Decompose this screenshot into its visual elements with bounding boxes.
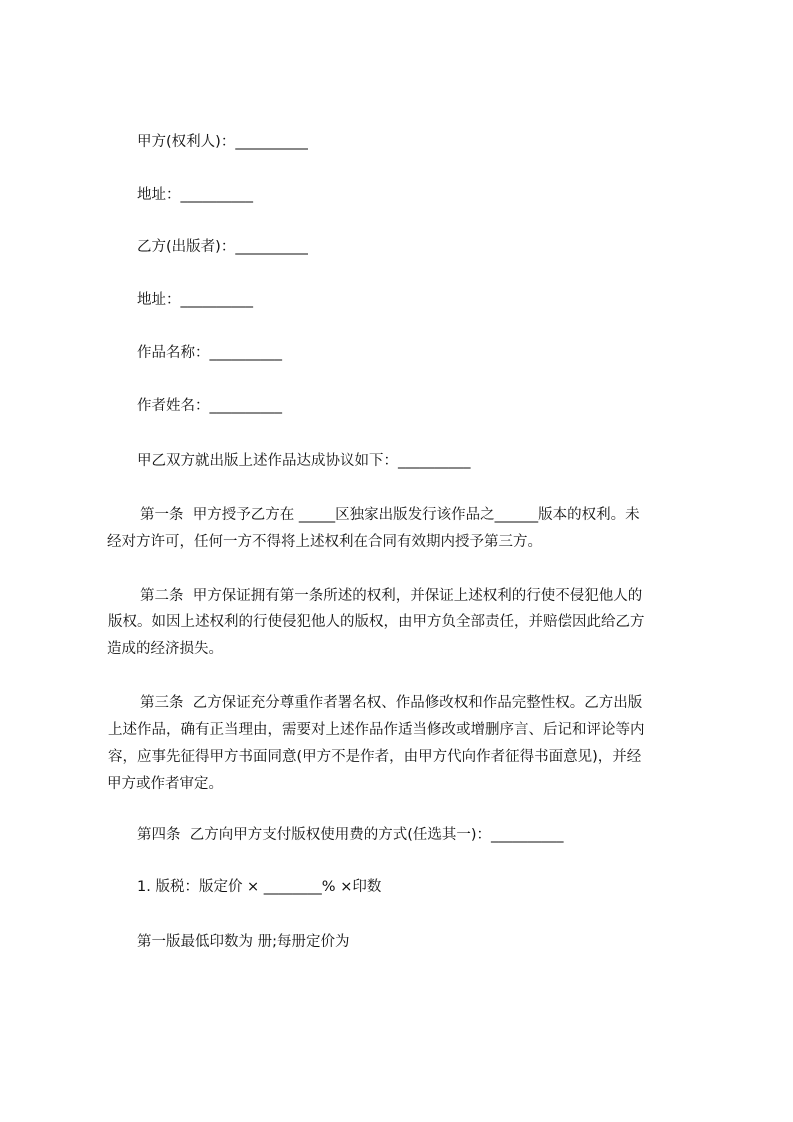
article-2-line: 第二条 甲方保证拥有第一条所述的权利，并保证上述权利的行使不侵犯他人的 — [140, 588, 643, 604]
work-title-field: 作品名称：__________ — [137, 345, 282, 361]
article-1-line: 经对方许可，任何一方不得将上述权利在合同有效期内授予第三方。 — [107, 534, 542, 550]
article-4: 第四条 乙方向甲方支付版权使用费的方式(任选其一)：__________ — [137, 827, 564, 843]
article-3-line: 上述作品，确有正当理由，需要对上述作品作适当修改或增删序言、后记和评论等内 — [108, 722, 645, 738]
first-edition-terms: 第一版最低印数为 册;每册定价为 — [137, 934, 350, 950]
author-name-field: 作者姓名：__________ — [137, 398, 282, 414]
article-3-line: 甲方或作者审定。 — [107, 776, 223, 792]
party-a-field: 甲方(权利人)：__________ — [137, 134, 308, 150]
article-2-line: 造成的经济损失。 — [107, 641, 223, 657]
article-2-line: 版权。如因上述权利的行使侵犯他人的版权，由甲方负全部责任，并赔偿因此给乙方 — [108, 614, 645, 630]
party-b-address-field: 地址：__________ — [137, 292, 253, 308]
article-3-line: 容，应事先征得甲方书面同意(甲方不是作者，由甲方代向作者征得书面意见)，并经 — [108, 749, 642, 765]
article-3-line: 第三条 乙方保证充分尊重作者署名权、作品修改权和作品完整性权。乙方出版 — [140, 695, 643, 711]
article-1-line: 第一条 甲方授予乙方在 _____区独家出版发行该作品之______版本的权利。未 — [140, 507, 640, 523]
party-a-address-field: 地址：__________ — [137, 187, 253, 203]
agreement-intro: 甲乙双方就出版上述作品达成协议如下：__________ — [137, 453, 471, 469]
royalty-formula: 1. 版税：版定价 × ________% ×印数 — [137, 879, 382, 895]
party-b-field: 乙方(出版者)：__________ — [137, 239, 308, 255]
